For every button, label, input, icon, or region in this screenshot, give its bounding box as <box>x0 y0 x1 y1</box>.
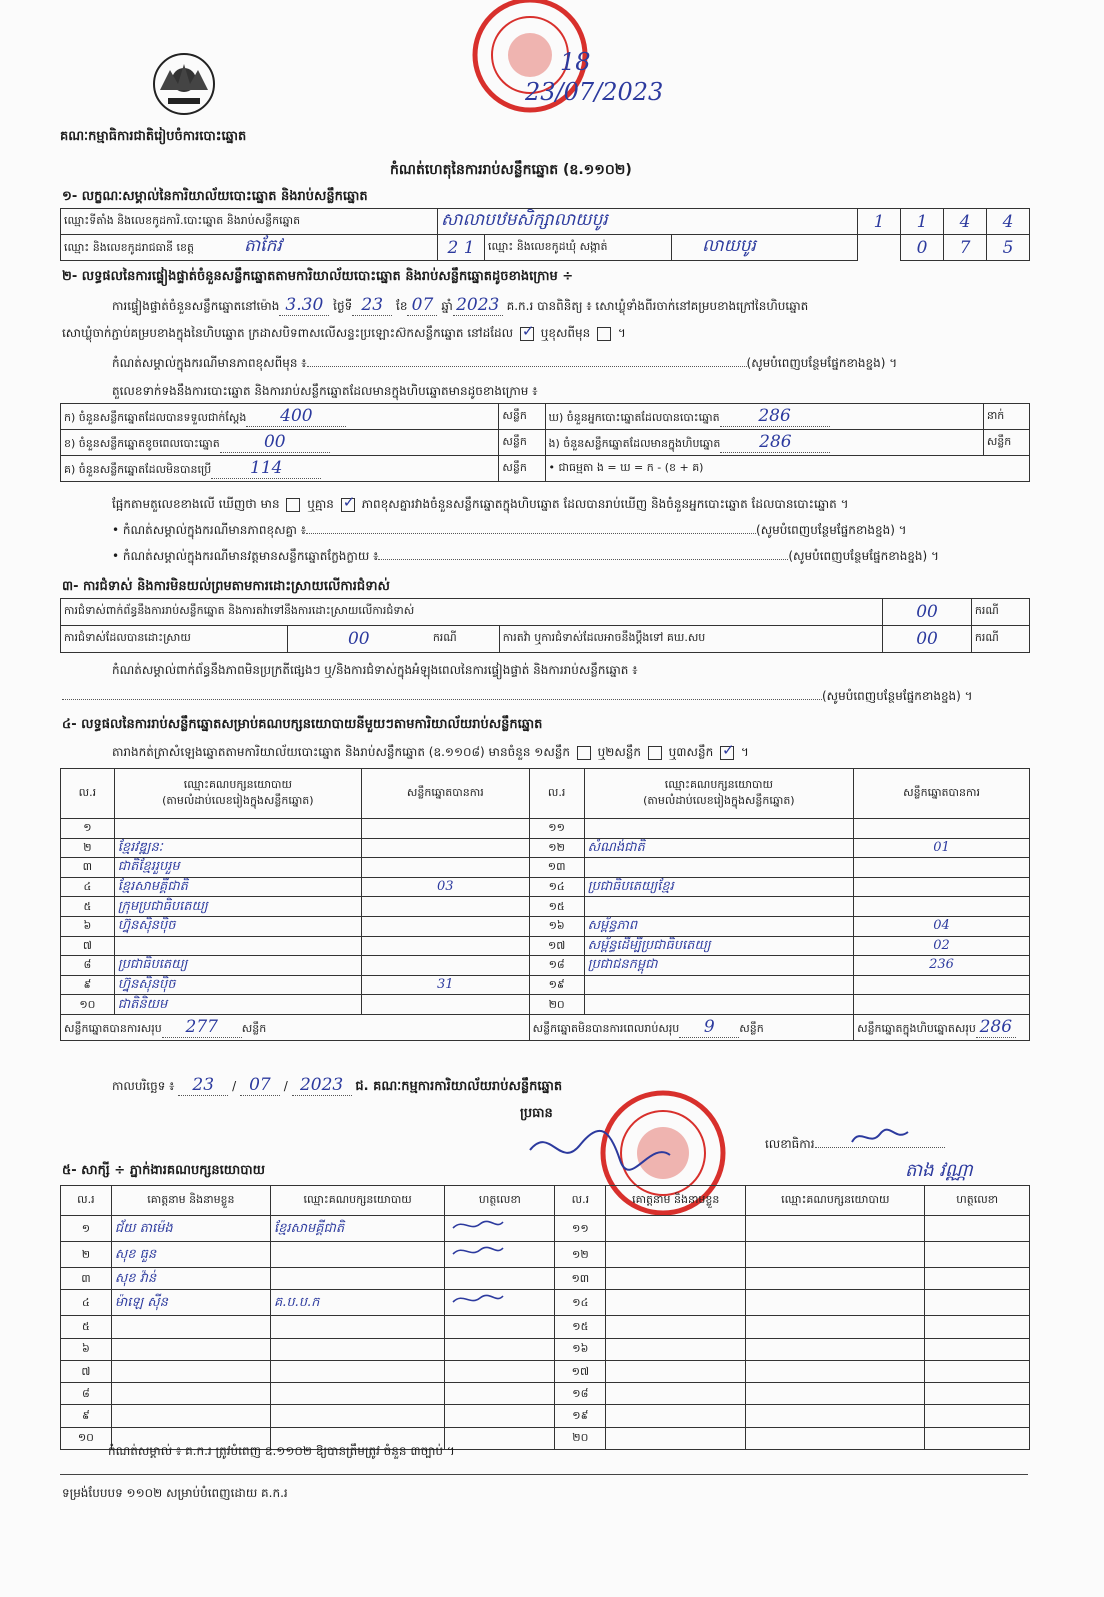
party-votes <box>361 916 529 936</box>
figures-intro: តួលេខទាក់ទងនឹងការបោះឆ្នោត និងការរាប់សន្លឹកឆ្នោតដែលមានក្នុងហិបឆ្នោតមានដូចខាងក្រោម ៖ <box>112 384 538 398</box>
total-box-cell: សន្លឹកឆ្នោតក្នុងហិបឆ្នោតសរុប 286 <box>854 1014 1030 1040</box>
different-checkbox[interactable] <box>597 327 611 341</box>
chair-label: ប្រធាន <box>520 1106 553 1121</box>
tally-sheet-line: តារាងកត់ត្រាសំឡេងឆ្នោតតាមការិយាល័យបោះឆ្នោត និងរាប់សន្លឹកឆ្នោត (ឧ.១១០៨) មានចំនួន ១សន្លឹក ឬ២សន្លឹក ឬ៣សន្លឹក ✓ ។ <box>112 740 749 759</box>
verify-line2: សោឃ្លុំចាក់ភ្ជាប់គម្របខាងក្នុងនៃហិបឆ្នោត ក្រដាសបិទពាសលើសន្ទះប្រឡោះស៊កសន្លឹកឆ្នោត នៅដដែល ✓ ឬខុសពីមុន ។ <box>62 321 626 340</box>
party-votes <box>854 995 1030 1015</box>
witness-signature <box>445 1427 555 1449</box>
witness-signature <box>445 1242 555 1268</box>
location-code-3: 4 <box>944 209 987 235</box>
emblem-logo <box>150 50 218 118</box>
date-month: 07 <box>240 1075 280 1096</box>
witness-party <box>746 1360 925 1382</box>
party-name <box>584 995 853 1015</box>
witness-name <box>111 1338 270 1360</box>
party-name: ហ្វ៊ុនស៊ិនប៉ិច <box>114 975 361 995</box>
party-votes: 31 <box>361 975 529 995</box>
party-no: ២០ <box>529 995 584 1015</box>
objection-table: ការជំទាស់ពាក់ព័ន្ធនឹងការរាប់សន្លឹកឆ្នោត និងការតវ៉ាទៅនឹងការដោះស្រាយលើការជំទាស់ 00 ករណី ការជំទាស់ដែលបានដោះស្រាយ 00 ករណី ការតវ៉ា ឬការជំទាស់ដែលអាចនឹងប្តឹងទៅ គឃ.សប 00 ករណី <box>60 598 1030 653</box>
witness-party <box>270 1383 444 1405</box>
witness-no: ២០ <box>555 1427 606 1449</box>
total-invalid-cell: សន្លឹកឆ្នោតមិនបានការពេលរាប់សរុប 9 សន្លឹក <box>529 1014 853 1040</box>
total-valid: 277 <box>162 1017 242 1038</box>
witness-no: ៥ <box>61 1316 112 1338</box>
witness-signature <box>925 1360 1030 1382</box>
bullet2-line: • កំណត់សម្គាល់ក្នុងករណីមានវត្តមានសន្លឹកឆ្នោតក្លែងក្លាយ ៖ (សូមបំពេញបន្ថែមផ្នែកខាងខ្នង) ។ <box>112 549 939 563</box>
party-votes <box>854 858 1030 878</box>
table-row <box>61 1242 1030 1268</box>
witness-no: ២ <box>61 1242 112 1268</box>
party-name: ក្រុមប្រជាធិបតេយ្យ <box>114 897 361 917</box>
form-note: ទម្រង់បែបបទ ១១០២ សម្រាប់បំពេញដោយ គ.ក.រ <box>62 1486 288 1500</box>
table-row <box>61 956 1030 976</box>
witness-signature <box>925 1338 1030 1360</box>
witness-party <box>270 1242 444 1268</box>
section5-title: ៥- សាក្សី ÷ ភ្នាក់ងារគណបក្សនយោបាយ <box>62 1163 265 1178</box>
witness-signature <box>445 1316 555 1338</box>
witness-no: ៩ <box>61 1405 112 1427</box>
table-row <box>61 1316 1030 1338</box>
party-no: ១៩ <box>529 975 584 995</box>
party-votes: 03 <box>361 877 529 897</box>
objections-count: 00 <box>883 599 972 626</box>
witness-signature <box>445 1338 555 1360</box>
witness-no: ១ <box>61 1216 112 1242</box>
party-no: ៣ <box>61 858 115 878</box>
party-no: ១០ <box>61 995 115 1015</box>
party-votes <box>361 858 529 878</box>
commune-value: លាយបូរ <box>672 235 858 261</box>
has-diff-checkbox[interactable] <box>286 498 300 512</box>
witness-name <box>606 1360 746 1382</box>
diff-check-line: ផ្អែកតាមតួលេខខាងលើ ឃើញថា មាន ឬគ្មាន ✓ ភាពខុសគ្នារវាងចំនួនសន្លឹកឆ្នោតក្នុងហិបឆ្នោត ដែលបានរាប់ឃើញ និងចំនួនអ្នកបោះឆ្នោត ដែលបានបោះឆ្នោត ។ <box>112 492 849 511</box>
witness-party <box>270 1405 444 1427</box>
party-name: ប្រជាធិបតេយ្យខ្មែរ <box>584 877 853 897</box>
secretary-name: តាង វណ្ណា <box>905 1160 973 1181</box>
witness-signature <box>445 1216 555 1242</box>
witness-party <box>746 1405 925 1427</box>
verify-line1: ការផ្ទៀងផ្ទាត់ចំនួនសន្លឹកឆ្នោតនៅម៉ោង 3.30 ថ្ងៃទី 23 ខែ 07 ឆ្នាំ 2023 គ.ក.រ បានពិនិត្យ ៖ សោឃ្លុំទាំងពីរចាក់នៅគម្របខាងក្រៅនៃហិបឆ្នោត <box>112 295 809 315</box>
witness-name <box>606 1290 746 1316</box>
no-diff-checkbox[interactable]: ✓ <box>342 492 356 511</box>
witness-signature <box>925 1268 1030 1290</box>
witness-signature <box>925 1405 1030 1427</box>
table-row <box>61 838 1030 858</box>
party-votes: 02 <box>854 936 1030 956</box>
witness-party <box>270 1268 444 1290</box>
footnote: កំណត់សម្គាល់ ៖ គ.ក.រ ត្រូវបំពេញ ឧ.១១០២ ឱ្យបានត្រឹមត្រូវ ចំនួន ៣ច្បាប់ ។ <box>108 1444 455 1458</box>
one-sheet-checkbox[interactable] <box>577 746 591 760</box>
irregular-note: កំណត់សម្គាល់ពាក់ព័ន្ធនឹងភាពមិនប្រក្រតីផ្សេងៗ ឬ/និងការជំទាស់ក្នុងអំឡុងពេលនៃការផ្ទៀងផ្ទាត់ និងការរាប់សន្លឹកឆ្នោត ៖ <box>112 663 638 677</box>
party-votes <box>854 819 1030 839</box>
witness-party: គ.ប.ប.ក <box>270 1290 444 1316</box>
witness-name <box>606 1316 746 1338</box>
witness-no: ១៦ <box>555 1338 606 1360</box>
party-name: ប្រជាធិបតេយ្យ <box>114 956 361 976</box>
witness-name: ជ័យ តាម៉េង <box>111 1216 270 1242</box>
party-name <box>584 819 853 839</box>
party-name: ជាតិនិយម <box>114 995 361 1015</box>
witness-party <box>746 1268 925 1290</box>
party-name <box>114 819 361 839</box>
table-row <box>61 1338 1030 1360</box>
witness-name: សុខ វ៉ាន់ <box>111 1268 270 1290</box>
party-votes <box>854 975 1030 995</box>
three-sheet-checkbox[interactable]: ✓ <box>722 740 735 759</box>
witness-signature <box>445 1360 555 1382</box>
witness-party <box>746 1316 925 1338</box>
witness-party <box>746 1338 925 1360</box>
witness-name <box>606 1338 746 1360</box>
party-name: ខ្មែរវឌ្ឍនៈ <box>114 838 361 858</box>
table-row <box>61 819 1030 839</box>
section4-title: ៤- លទ្ធផលនៃការរាប់សន្លឹកឆ្នោតសម្រាប់គណបក្សនយោបាយនីមួយៗតាមការិយាល័យរាប់សន្លឹកឆ្នោត <box>62 717 543 732</box>
stamp-number: 18 <box>560 48 591 76</box>
witness-no: ៧ <box>61 1360 112 1382</box>
witness-name <box>606 1216 746 1242</box>
org-name: គណៈកម្មាធិការជាតិរៀបចំការបោះឆ្នោត <box>60 129 247 144</box>
voters-count: 286 <box>720 406 830 427</box>
table-row <box>61 877 1030 897</box>
witness-no: ១៥ <box>555 1316 606 1338</box>
unused-ballots: 114 <box>211 458 321 479</box>
table-row <box>61 995 1030 1015</box>
commune-code-3: 5 <box>987 235 1030 261</box>
witness-no: ១០ <box>61 1427 112 1449</box>
table-row <box>61 1405 1030 1427</box>
witness-signature <box>925 1242 1030 1268</box>
witness-name <box>111 1405 270 1427</box>
section1-title: ១- លក្ខណៈសម្គាល់នៃការិយាល័យបោះឆ្នោត និងរាប់សន្លឹកឆ្នោត <box>62 189 368 204</box>
party-votes <box>361 838 529 858</box>
witness-no: ១៤ <box>555 1290 606 1316</box>
stamp-date: 23/07/2023 <box>525 78 664 106</box>
party-name: ជាតិខ្មែររួបរួម <box>114 858 361 878</box>
province-label: ឈ្មោះ និងលេខកូដរាជធានី ខេត្ត តាកែវ <box>61 235 438 261</box>
formula: • ជាធម្មតា ង = ឃ = ក - (ខ + គ) <box>545 456 1030 482</box>
party-name <box>584 975 853 995</box>
witness-signature <box>925 1216 1030 1242</box>
bullet1-line: • កំណត់សម្គាល់ក្នុងករណីមានភាពខុសគ្នា ៖ (សូមបំពេញបន្ថែមផ្នែកខាងខ្នង) ។ <box>112 523 907 537</box>
irregular-note-line: (សូមបំពេញបន្ថែមផ្នែកខាងខ្នង) ។ <box>62 688 1032 706</box>
party-no: ១១ <box>529 819 584 839</box>
diff-note-line: កំណត់សម្គាល់ក្នុងករណីមានភាពខុសពីមុន ៖ (សូមបំពេញបន្ថែមផ្នែកខាងខ្នង) ។ <box>112 356 898 370</box>
witness-name <box>111 1383 270 1405</box>
party-votes <box>854 897 1030 917</box>
location-code-2: 1 <box>901 209 944 235</box>
received-ballots: 400 <box>246 406 346 427</box>
party-name <box>584 858 853 878</box>
party-no: ១៤ <box>529 877 584 897</box>
witness-no: ៤ <box>61 1290 112 1316</box>
party-no: ១៣ <box>529 858 584 878</box>
witness-name <box>606 1405 746 1427</box>
same-checkbox[interactable]: ✓ <box>521 321 535 340</box>
party-no: ៩ <box>61 975 115 995</box>
results-table: ល.រ ឈ្មោះគណបក្សនយោបាយ (តាមលំដាប់លេខរៀងក្នុងសន្លឹកឆ្នោត) សន្លឹកឆ្នោតបានការ ល.រ ឈ្មោះគណបក្សនយោបាយ (តាមលំដាប់លេខរៀងក្នុងសន្លឹកឆ្នោត) សន្លឹកឆ្នោតបានការ ១ ១១ ២ ខ្មែរវឌ្ឍនៈ ១២ សំណង់ជាតិ 01 ៣ ជាតិខ្មែររួបរួម ១៣ ៤ ខ្មែរសាមគ្គីជាតិ 03 ១៤ ប្រជាធិបតេយ្យខ្មែរ ៥ ក្រុមប្រជាធិបតេយ្យ ១៥ ៦ ហ្វ៊ុនស៊ិនប៉ិច ១៦ សម្ព័ន្ធភាព 04 ៧ ១៧ សម្ព័ន្ធដើម្បីប្រជាធិបតេយ្យ 02 ៨ ប្រជាធិបតេយ្យ ១៨ ប្រជាជនកម្ពុជា 236 ៩ ហ្វ៊ុនស៊ិនប៉ិច 31 ១៩ ១០ ជាតិនិយម ២០ សន្លឹកឆ្នោតបានការសរុប 277 សន្លឹក សន្លឹកឆ្នោតមិនបានការពេលរាប់សរុប 9 សន្លឹក សន្លឹកឆ្នោតក្នុងហិបឆ្នោតសរុប 286 <box>60 768 1030 1041</box>
province-value: តាកែវ <box>244 236 282 256</box>
witness-signature <box>445 1383 555 1405</box>
table-row <box>61 858 1030 878</box>
witness-no: ១៧ <box>555 1360 606 1382</box>
party-no: ១៧ <box>529 936 584 956</box>
party-name: សំណង់ជាតិ <box>584 838 853 858</box>
province-code: 2 1 <box>438 235 485 261</box>
witness-signature <box>445 1405 555 1427</box>
witness-no: ១៨ <box>555 1383 606 1405</box>
ballots-in-box: 286 <box>720 432 830 453</box>
table-row <box>61 1216 1030 1242</box>
commune-label: ឈ្មោះ និងលេខកូដឃុំ សង្កាត់ <box>485 235 672 261</box>
party-votes: 01 <box>854 838 1030 858</box>
table-row <box>61 916 1030 936</box>
witness-no: ៣ <box>61 1268 112 1290</box>
spoiled-ballots: 00 <box>220 432 330 453</box>
witness-name <box>606 1242 746 1268</box>
verify-month: 07 <box>407 295 437 316</box>
party-name: សម្ព័ន្ធដើម្បីប្រជាធិបតេយ្យ <box>584 936 853 956</box>
witness-name <box>111 1360 270 1382</box>
total-valid-cell: សន្លឹកឆ្នោតបានការសរុប 277 សន្លឹក <box>61 1014 530 1040</box>
table-row <box>61 1290 1030 1316</box>
party-no: ១៨ <box>529 956 584 976</box>
witness-name <box>606 1383 746 1405</box>
location-code-1: 1 <box>858 209 901 235</box>
witness-name <box>111 1316 270 1338</box>
date-year: 2023 <box>292 1075 352 1096</box>
witness-no: ៦ <box>61 1338 112 1360</box>
footer-divider <box>60 1474 1028 1475</box>
party-votes <box>361 897 529 917</box>
form-title: កំណត់ហេតុនៃការរាប់សន្លឹកឆ្នោត (ឧ.១១០២) <box>390 162 632 178</box>
witness-name: សុខ ធួន <box>111 1242 270 1268</box>
verify-year: 2023 <box>453 295 503 316</box>
date-day: 23 <box>178 1075 228 1096</box>
two-sheet-checkbox[interactable] <box>648 746 662 760</box>
table-row <box>61 936 1030 956</box>
witness-name <box>606 1427 746 1449</box>
witness-party <box>270 1338 444 1360</box>
witness-table: ល.រ គោត្តនាម និងនាមខ្លួន ឈ្មោះគណបក្សនយោបាយ ហត្ថលេខា ល.រ គោត្តនាម និងនាមខ្លួន ឈ្មោះគណបក្សនយោបាយ ហត្ថលេខា ១ ជ័យ តាម៉េង ខ្មែរសាមគ្គីជាតិ ១១ ២ សុខ ធួន ១២ ៣ សុខ វ៉ាន់ ១៣ ៤ ម៉ាឡេ ស៊ីន គ.ប.ប.ក ១៤ ៥ ១៥ ៦ ១៦ ៧ ១៧ ៨ ១៨ ៩ ១៩ ១០ ២០ <box>60 1185 1030 1450</box>
witness-no: ៨ <box>61 1383 112 1405</box>
party-no: ១៥ <box>529 897 584 917</box>
party-votes <box>361 995 529 1015</box>
party-votes <box>361 936 529 956</box>
witness-signature <box>925 1427 1030 1449</box>
party-no: ១៦ <box>529 916 584 936</box>
party-votes: 04 <box>854 916 1030 936</box>
witness-party <box>746 1216 925 1242</box>
witness-signature <box>445 1268 555 1290</box>
party-no: ១ <box>61 819 115 839</box>
party-name: ខ្មែរសាមគ្គីជាតិ <box>114 877 361 897</box>
secretary-line: លេខាធិការ <box>765 1136 945 1154</box>
party-votes: 236 <box>854 956 1030 976</box>
witness-no: ១១ <box>555 1216 606 1242</box>
section3-title: ៣- ការជំទាស់ និងការមិនយល់ព្រមតាមការដោះស្រាយលើការជំទាស់ <box>62 579 390 594</box>
witness-signature <box>925 1290 1030 1316</box>
secretary-signature <box>850 1122 910 1152</box>
total-box: 286 <box>976 1017 1016 1038</box>
party-votes <box>361 956 529 976</box>
table-row <box>61 897 1030 917</box>
commune-code-1: 0 <box>901 235 944 261</box>
date-line: កាលបរិច្ឆេទ ៖ 23 / 07 / 2023 ជ. គណៈកម្មការការិយាល័យរាប់សន្លឹកឆ្នោត <box>112 1075 563 1095</box>
witness-signature <box>925 1316 1030 1338</box>
table-row <box>61 975 1030 995</box>
party-no: ៥ <box>61 897 115 917</box>
party-name <box>114 936 361 956</box>
witness-party <box>746 1242 925 1268</box>
party-no: ១២ <box>529 838 584 858</box>
section2-title: ២- លទ្ធផលនៃការផ្ទៀងផ្ទាត់ចំនួនសន្លឹកឆ្នោតតាមការិយាល័យបោះឆ្នោត និងរាប់សន្លឹកឆ្នោតដូចខាងក្រោម ÷ <box>62 269 574 284</box>
party-no: ៧ <box>61 936 115 956</box>
party-name: ប្រជាជនកម្ពុជា <box>584 956 853 976</box>
witness-signature <box>925 1383 1030 1405</box>
party-name <box>584 897 853 917</box>
verify-time: 3.30 <box>279 295 329 316</box>
section1-table <box>60 208 1030 261</box>
witness-no: ១៩ <box>555 1405 606 1427</box>
table-row <box>61 1383 1030 1405</box>
witness-party <box>746 1383 925 1405</box>
figures-table: ក) ចំនួនសន្លឹកឆ្នោតដែលបានទទួលជាក់ស្តែង 400 សន្លឹក ឃ) ចំនួនអ្នកបោះឆ្នោតដែលបានបោះឆ្នោត 286 នាក់ ខ) ចំនួនសន្លឹកឆ្នោតខូចពេលបោះឆ្នោត 00 សន្លឹក ង) ចំនួនសន្លឹកឆ្នោតដែលមានក្នុងហិបឆ្នោត 286 សន្លឹក គ) ចំនួនសន្លឹកឆ្នោតដែលមិនបានប្រើ 114 សន្លឹក • ជាធម្មតា ង = ឃ = ក - (ខ + គ) <box>60 403 1030 482</box>
table-row <box>61 1360 1030 1382</box>
verify-day: 23 <box>352 295 392 316</box>
party-name: ហ្វ៊ុនស៊ិនប៉ិច <box>114 916 361 936</box>
party-name: សម្ព័ន្ធភាព <box>584 916 853 936</box>
witness-signature <box>445 1290 555 1316</box>
witness-no: ១៣ <box>555 1268 606 1290</box>
witness-no: ១២ <box>555 1242 606 1268</box>
witness-party <box>270 1360 444 1382</box>
chair-signature <box>520 1120 680 1180</box>
party-no: ២ <box>61 838 115 858</box>
party-no: ៨ <box>61 956 115 976</box>
location-label: ឈ្មោះទីតាំង និងលេខកូដការិ.បោះឆ្នោត និងរាប់សន្លឹកឆ្នោត <box>61 209 438 235</box>
location-value: សាលាបឋមសិក្សាលាយបូរ <box>438 209 858 235</box>
table-row <box>61 1268 1030 1290</box>
commune-code-2: 7 <box>944 235 987 261</box>
witness-name <box>606 1268 746 1290</box>
party-votes <box>361 819 529 839</box>
appeals-count: 00 <box>883 626 972 653</box>
resolved-count: 00 <box>287 626 430 653</box>
committee-label: ជ. គណៈកម្មការការិយាល័យរាប់សន្លឹកឆ្នោត <box>355 1079 563 1094</box>
party-no: ៦ <box>61 916 115 936</box>
witness-party: ខ្មែរសាមគ្គីជាតិ <box>270 1216 444 1242</box>
party-no: ៤ <box>61 877 115 897</box>
party-votes <box>854 877 1030 897</box>
location-code-4: 4 <box>987 209 1030 235</box>
witness-party <box>746 1427 925 1449</box>
witness-party <box>746 1290 925 1316</box>
witness-party <box>270 1316 444 1338</box>
total-invalid: 9 <box>679 1017 739 1038</box>
witness-name: ម៉ាឡេ ស៊ីន <box>111 1290 270 1316</box>
